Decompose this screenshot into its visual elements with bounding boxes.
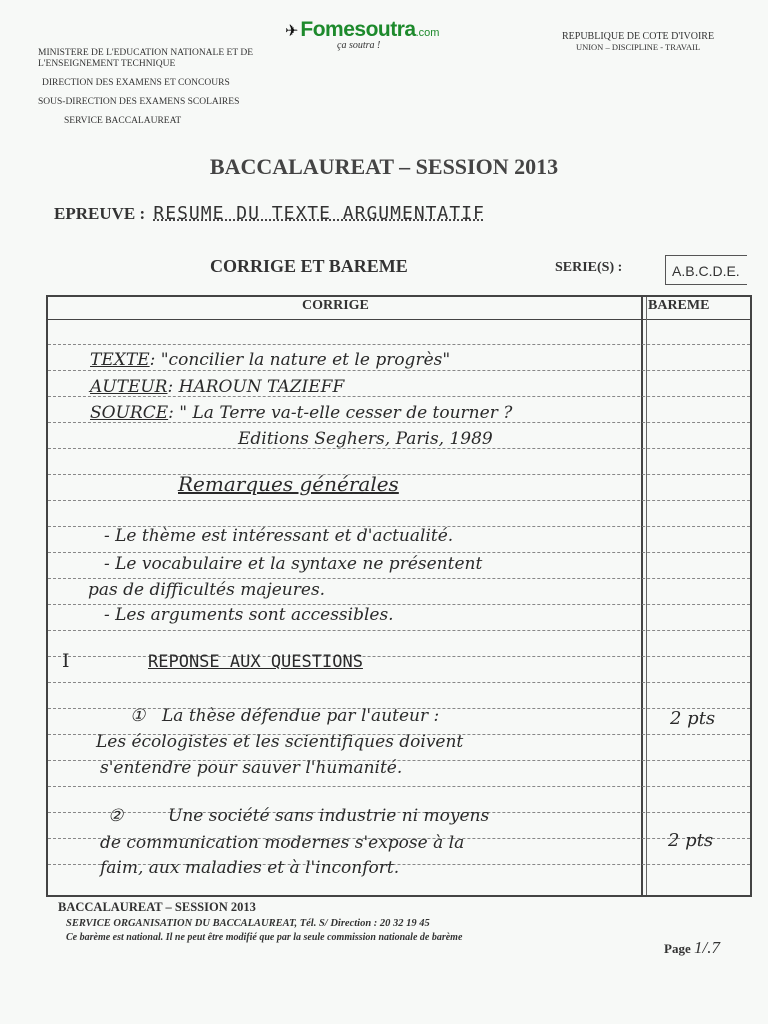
remarque-item: - Le vocabulaire et la syntaxe ne présentent <box>104 554 483 574</box>
logo-name: Fomesoutra <box>300 18 416 41</box>
direction-line: DIRECTION DES EXAMENS ET CONCOURS <box>42 78 230 88</box>
page-label: Page <box>664 941 691 956</box>
ruled-line <box>48 474 750 475</box>
q1-line: Les écologistes et les scientifiques doivent <box>96 732 464 752</box>
texte-value: : "concilier la nature et le progrès" <box>149 350 451 370</box>
bird-icon: ✈ <box>285 23 299 40</box>
footer-title: BACCALAUREAT – SESSION 2013 <box>58 900 256 914</box>
ministry-block <box>38 48 253 127</box>
ruled-line <box>48 552 750 553</box>
column-divider-inner <box>646 297 647 895</box>
column-header-corrige: CORRIGE <box>302 298 369 313</box>
section-title: REPONSE AUX QUESTIONS <box>148 652 363 672</box>
q2-points: 2 pts <box>668 830 714 851</box>
ruled-line <box>48 344 750 345</box>
logo-tagline: ça soutra ! <box>337 40 381 51</box>
column-header-bareme: BAREME <box>648 298 710 313</box>
source-label: SOURCE <box>90 403 169 423</box>
ministry-line: MINISTERE DE L'EDUCATION NATIONALE ET DE <box>38 48 253 58</box>
remarque-item: - Les arguments sont accessibles. <box>104 605 394 625</box>
auteur-label: AUTEUR <box>90 377 168 397</box>
page-number <box>664 938 720 958</box>
session-title: BACCALAUREAT – SESSION 2013 <box>209 154 559 179</box>
remarques-title: Remarques générales <box>178 472 399 496</box>
column-divider <box>641 297 643 895</box>
footer-note: Ce barème est national. Il ne peut être modifié que par la seule commission nationale de barème <box>66 932 463 943</box>
sous-direction-line: SOUS-DIRECTION DES EXAMENS SCOLAIRES <box>38 97 240 107</box>
source-line <box>90 403 512 423</box>
ruled-line <box>48 370 750 371</box>
source-value: : " La Terre va-t-elle cesser de tourner ? <box>168 403 513 423</box>
source-edition: Editions Seghers, Paris, 1989 <box>238 429 493 449</box>
remarque-item: - Le thème est intéressant et d'actualité. <box>104 526 454 546</box>
epreuve-line <box>54 203 485 224</box>
table-header-divider <box>48 319 750 320</box>
ministry-line: L'ENSEIGNEMENT TECHNIQUE <box>38 59 176 69</box>
auteur-value: : HAROUN TAZIEFF <box>167 377 345 397</box>
ruled-line <box>48 630 750 631</box>
republic-motto: UNION – DISCIPLINE - TRAVAIL <box>575 42 701 52</box>
q1-number: ① <box>130 706 146 726</box>
ruled-line <box>48 682 750 683</box>
ruled-line <box>48 500 750 501</box>
republic-block <box>562 31 714 53</box>
ruled-line <box>48 578 750 579</box>
serie-label: SERIE(S) : <box>555 260 623 275</box>
service-line: SERVICE BACCALAUREAT <box>64 116 182 126</box>
republic-name: REPUBLIQUE DE COTE D'IVOIRE <box>562 31 715 42</box>
texte-line <box>90 350 450 370</box>
texte-label: TEXTE <box>90 350 150 370</box>
q1-points: 2 pts <box>670 708 716 729</box>
section-number: I <box>62 650 70 672</box>
fomesoutra-logo <box>285 18 440 51</box>
remarque-item: pas de difficultés majeures. <box>88 580 326 600</box>
epreuve-label: EPREUVE : <box>54 204 146 223</box>
footer-service: SERVICE ORGANISATION DU BACCALAUREAT, Tél. S/ Direction : 20 32 19 45 <box>66 918 430 929</box>
auteur-line <box>90 377 344 397</box>
q2-line: faim, aux maladies et à l'inconfort. <box>100 858 400 878</box>
q1-line: s'entendre pour sauver l'humanité. <box>100 758 403 778</box>
q2-number: ② <box>108 806 124 826</box>
q1-line: La thèse défendue par l'auteur : <box>162 706 440 726</box>
q2-line: de communication modernes s'expose à la <box>100 833 465 853</box>
corrige-title: CORRIGE ET BAREME <box>210 256 408 276</box>
page-value: 1/.7 <box>693 938 720 957</box>
ruled-line <box>48 786 750 787</box>
logo-suffix: .com <box>415 27 440 39</box>
epreuve-value: RESUME DU TEXTE ARGUMENTATIF <box>153 203 485 224</box>
q2-line: Une société sans industrie ni moyens <box>168 806 490 826</box>
serie-value: A.B.C.D.E. <box>665 255 747 285</box>
